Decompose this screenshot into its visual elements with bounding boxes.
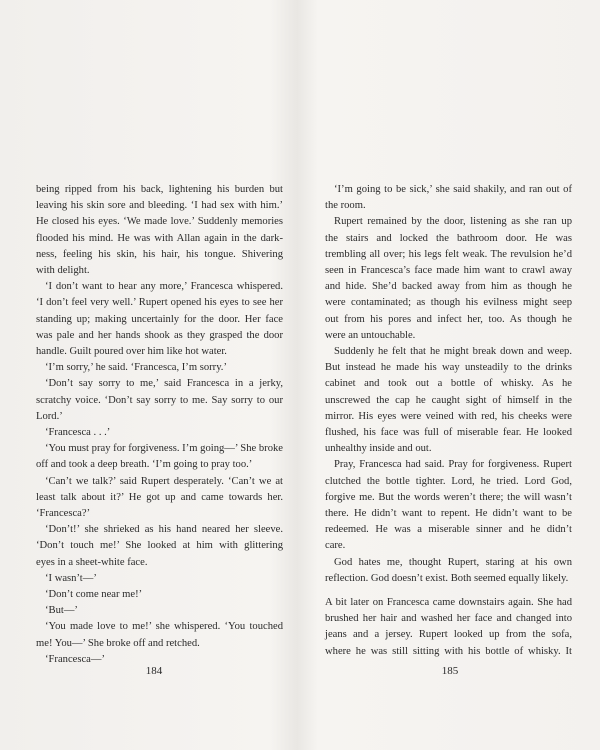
- text-line: ‘I don’t want to hear any more,’ Francesca whispered.: [45, 281, 283, 293]
- page-number-right: 185: [441, 665, 459, 677]
- text-line: God hates me, thought Rupert, staring at his own: [334, 556, 572, 568]
- text-line: ‘I don’t feel very well.’ Rupert opened his eyes to see her: [36, 297, 283, 309]
- text-line: care.: [325, 540, 346, 552]
- text-line: standing up; making uncertainly for the door. Her face: [36, 313, 283, 325]
- text-line: ‘You made love to me!’ she whispered. ‘You touched: [45, 621, 283, 633]
- text-line: unscrewed the cap he caught sight of himself in the: [325, 394, 572, 406]
- text-line: He closed his eyes. ‘We made love.’ Suddenly memories: [36, 216, 283, 228]
- text-line: Lord.’: [36, 410, 63, 422]
- text-line: ness, feeling his skin, his hair, his tongue. Shivering: [36, 248, 283, 260]
- text-line: reflection. God doesn’t exist. Both seemed equally likely.: [325, 572, 569, 584]
- text-line: ‘Don’t touch me!’ She looked at him with glittering: [36, 540, 283, 552]
- text-line: ‘Francesca?’: [36, 508, 91, 519]
- text-line: least talk about it?’ He got up and came towards her.: [36, 491, 283, 503]
- page-number-left: 184: [145, 665, 163, 677]
- text-line: ‘Don’t come near me!’: [45, 589, 143, 600]
- text-line: mirror. His eyes were veined with red, his cheeks were: [325, 410, 572, 422]
- text-line: me! You—’ She broke off and retched.: [36, 637, 200, 649]
- text-line: and hide. She’d backed away from him as though he: [325, 281, 572, 293]
- text-line: A bit later on Francesca came downstairs again. She had: [325, 597, 572, 608]
- text-line: ‘Can’t we talk?’ said Rupert desperately. ‘Can’t we at: [45, 475, 283, 487]
- text-line: unhealthy inside and out.: [325, 443, 432, 455]
- text-line: flushed, his face was full of miserable fear. He looked: [325, 427, 572, 438]
- text-line: there. He didn’t want to repent. He didn’t want to be: [325, 508, 572, 519]
- text-line: redeemed. He was a miserable sinner and he didn’t: [325, 524, 572, 536]
- text-line: ‘I’m sorry,’ he said. ‘Francesca, I’m sorry.’: [45, 362, 227, 374]
- text-line: were contaminated; as though his evilness might seep: [325, 297, 572, 309]
- text-line: ‘Francesca . . .’: [45, 427, 111, 438]
- text-line: ‘But—’: [45, 605, 78, 617]
- text-line: Pray, Francesca had said. Pray for forgiveness. Rupert: [334, 459, 572, 471]
- text-line: ‘Francesca—’: [45, 653, 105, 665]
- text-line: flooded his mind. He was with Allan again in the dark-: [36, 232, 283, 244]
- text-line: ‘You must pray for forgiveness. I’m going—’ She broke: [45, 443, 283, 455]
- text-line: ‘I’m going to be sick,’ she said shakily, and ran out of: [334, 184, 572, 195]
- text-line: the room.: [325, 200, 366, 212]
- text-line: jeans and a jersey. Rupert looked up from the sofa,: [325, 629, 572, 641]
- text-line: leaving his skin sore and bleeding. ‘I had sex with him.’: [36, 200, 283, 212]
- text-line: ‘Don’t say sorry to me,’ said Francesca in a jerky,: [45, 378, 283, 390]
- text-line: brushed her hair and washed her face and changed into: [325, 613, 572, 625]
- text-line: out from his pores and infect her, too. As though he: [325, 313, 572, 325]
- text-line: was pale and her hands shook as they grasped the door: [36, 329, 283, 341]
- text-line: were an untouchable.: [325, 329, 416, 341]
- text-line: ‘Don’t!’ she shrieked as his hand neared her sleeve.: [45, 524, 283, 536]
- text-line: scratchy voice. ‘Don’t say sorry to me. Say sorry to our: [36, 394, 283, 406]
- text-line: the stairs and locked the bathroom door. He was: [325, 232, 572, 244]
- text-line: cabinet and took out a bottle of whisky. As he: [325, 378, 572, 390]
- text-line: Rupert remained by the door, listening as she ran up: [334, 216, 572, 228]
- text-line: eyes in a sheet-white face.: [36, 556, 148, 568]
- text-line: being ripped from his back, lightening his burden but: [36, 184, 283, 195]
- text-line: with delight.: [36, 265, 90, 276]
- text-line: trembling all over; his legs felt weak. The revulsion he’d: [325, 248, 572, 260]
- text-line: ‘I wasn’t—’: [45, 572, 97, 584]
- text-line: But instead he made his way unsteadily to the drinks: [325, 362, 572, 374]
- text-line: handle. Guilt poured over him like hot water.: [36, 346, 227, 357]
- text-line: Suddenly he felt that he might break down and weep.: [334, 346, 572, 357]
- text-line: clutched the bottle tighter. Lord, he tried. Lord God,: [325, 475, 572, 487]
- text-line: forgive me. But the words weren’t there; the will wasn’t: [325, 491, 572, 503]
- text-line: where he was still sitting with his bottle of whisky. It: [325, 645, 572, 657]
- text-line: seen in Francesca’s face made him want to crawl away: [325, 265, 572, 276]
- text-line: off and took a deep breath. ‘I’m going to pray too.’: [36, 459, 253, 471]
